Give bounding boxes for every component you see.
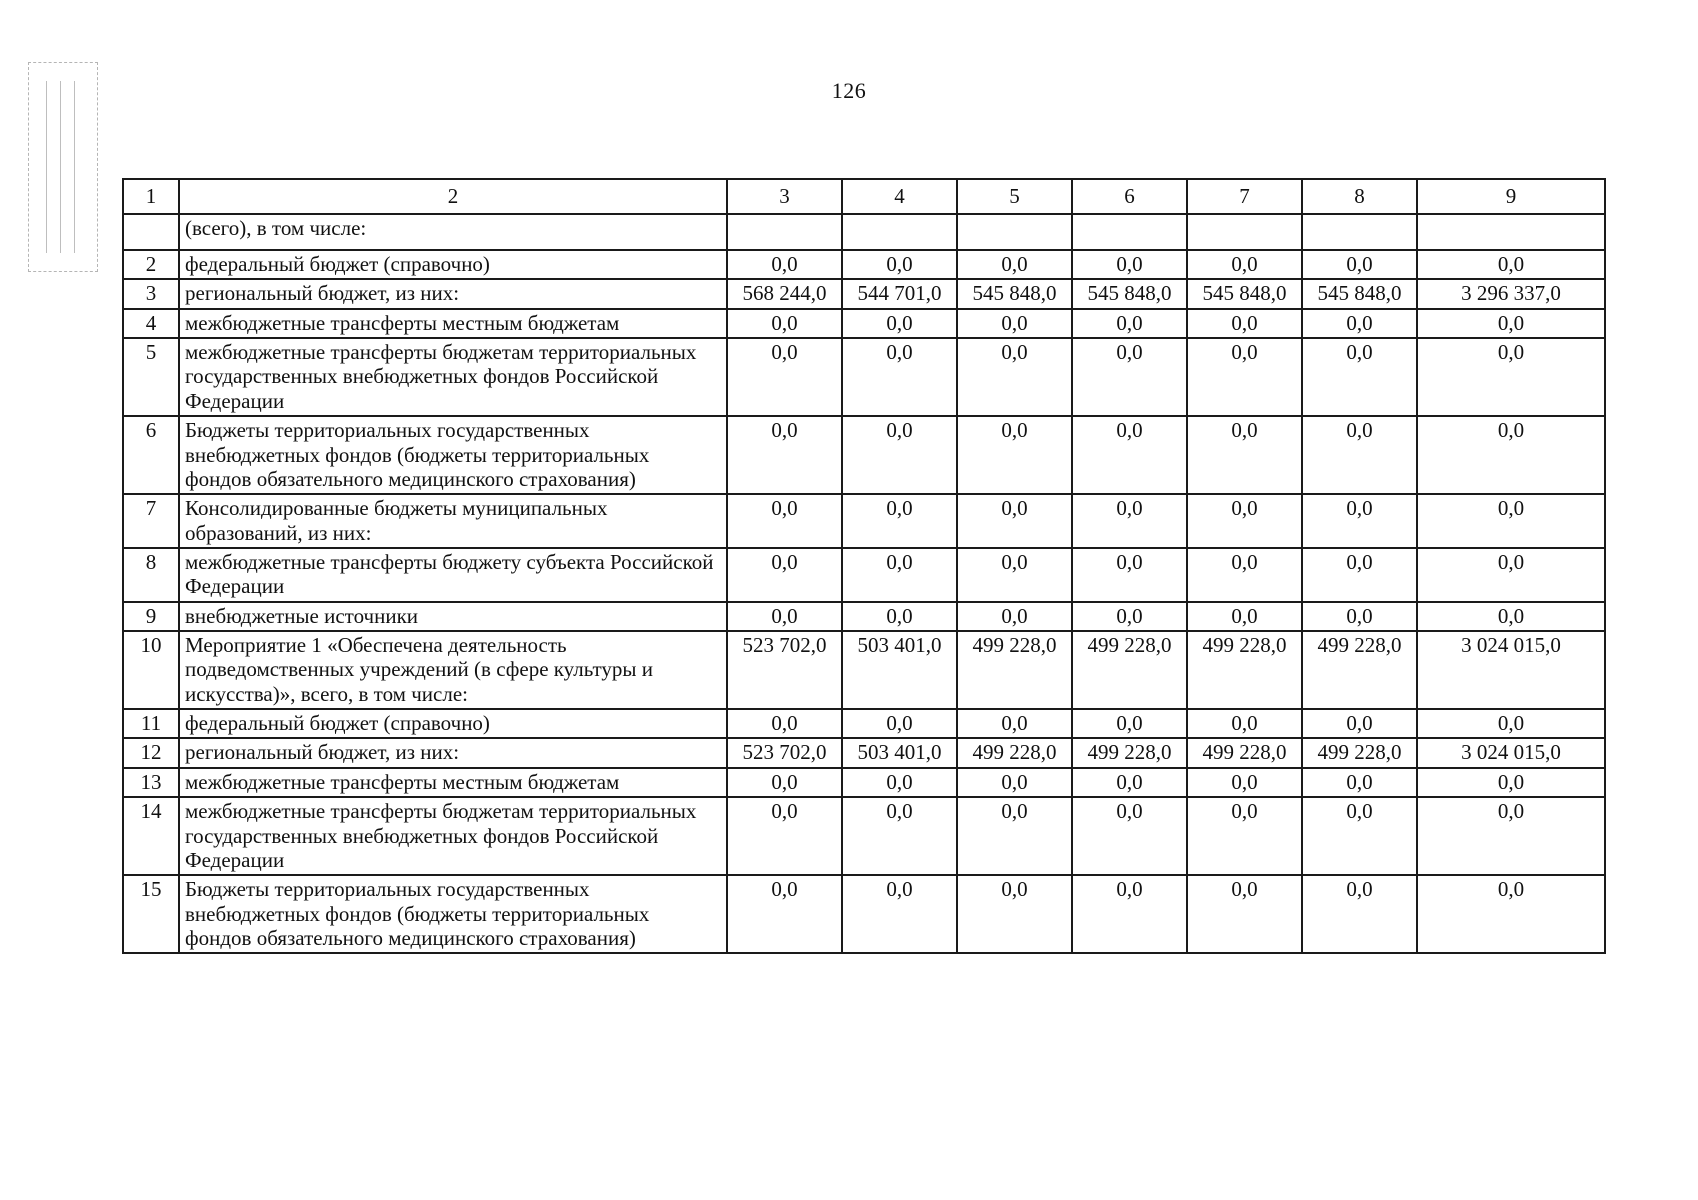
header-cell: 9 <box>1417 179 1605 214</box>
value-cell: 0,0 <box>1072 768 1187 797</box>
value-cell: 0,0 <box>842 494 957 548</box>
value-cell: 0,0 <box>1187 416 1302 494</box>
value-cell: 499 228,0 <box>1072 631 1187 709</box>
header-cell: 3 <box>727 179 842 214</box>
value-cell: 0,0 <box>957 416 1072 494</box>
value-cell: 0,0 <box>1187 797 1302 875</box>
value-cell <box>727 214 842 250</box>
table-row <box>123 709 1605 738</box>
value-cell: 0,0 <box>1302 309 1417 338</box>
value-cell: 0,0 <box>1187 875 1302 953</box>
value-cell: 499 228,0 <box>1187 738 1302 767</box>
row-name-cell: межбюджетные трансферты бюджету субъекта Российской Федерации <box>179 548 727 602</box>
row-name-cell: Бюджеты территориальных государственных внебюджетных фондов (бюджеты территориальных фондов обязательного медицинского страхования) <box>179 416 727 494</box>
row-name-cell: межбюджетные трансферты бюджетам территориальных государственных внебюджетных фондов Российской Федерации <box>179 338 727 416</box>
table-row <box>123 214 1605 250</box>
value-cell: 0,0 <box>1302 768 1417 797</box>
row-name-cell: (всего), в том числе: <box>179 214 727 250</box>
value-cell: 0,0 <box>727 338 842 416</box>
value-cell: 0,0 <box>842 416 957 494</box>
value-cell: 3 296 337,0 <box>1417 279 1605 308</box>
value-cell: 0,0 <box>1072 309 1187 338</box>
value-cell: 0,0 <box>1302 797 1417 875</box>
value-cell: 499 228,0 <box>1302 738 1417 767</box>
table-row <box>123 631 1605 709</box>
value-cell: 0,0 <box>1072 416 1187 494</box>
value-cell: 0,0 <box>1187 602 1302 631</box>
value-cell: 0,0 <box>727 875 842 953</box>
value-cell: 499 228,0 <box>957 631 1072 709</box>
header-row <box>123 179 1605 214</box>
row-number-cell: 9 <box>123 602 179 631</box>
row-number-cell: 14 <box>123 797 179 875</box>
value-cell: 0,0 <box>1417 416 1605 494</box>
value-cell: 0,0 <box>842 250 957 279</box>
row-number-cell: 13 <box>123 768 179 797</box>
value-cell: 0,0 <box>842 797 957 875</box>
value-cell: 0,0 <box>1302 250 1417 279</box>
value-cell: 0,0 <box>1302 602 1417 631</box>
value-cell: 0,0 <box>1417 548 1605 602</box>
value-cell: 0,0 <box>1302 875 1417 953</box>
table-row <box>123 797 1605 875</box>
value-cell: 545 848,0 <box>1302 279 1417 308</box>
value-cell: 0,0 <box>957 548 1072 602</box>
table-row <box>123 416 1605 494</box>
value-cell: 0,0 <box>842 875 957 953</box>
table-row <box>123 548 1605 602</box>
value-cell: 499 228,0 <box>957 738 1072 767</box>
value-cell: 0,0 <box>957 875 1072 953</box>
row-name-cell: межбюджетные трансферты местным бюджетам <box>179 768 727 797</box>
value-cell: 0,0 <box>1072 875 1187 953</box>
value-cell: 0,0 <box>1302 709 1417 738</box>
table-row <box>123 738 1605 767</box>
value-cell: 568 244,0 <box>727 279 842 308</box>
row-number-cell: 4 <box>123 309 179 338</box>
page-number: 126 <box>831 78 867 103</box>
value-cell: 0,0 <box>842 309 957 338</box>
value-cell: 0,0 <box>842 709 957 738</box>
row-name-cell: внебюджетные источники <box>179 602 727 631</box>
value-cell: 503 401,0 <box>842 631 957 709</box>
value-cell: 0,0 <box>727 309 842 338</box>
value-cell: 0,0 <box>957 797 1072 875</box>
value-cell: 0,0 <box>1072 338 1187 416</box>
value-cell: 0,0 <box>1187 338 1302 416</box>
value-cell: 0,0 <box>1417 309 1605 338</box>
row-number-cell: 8 <box>123 548 179 602</box>
value-cell <box>1302 214 1417 250</box>
value-cell: 544 701,0 <box>842 279 957 308</box>
table-row <box>123 309 1605 338</box>
value-cell <box>842 214 957 250</box>
value-cell: 0,0 <box>1417 338 1605 416</box>
table-row <box>123 768 1605 797</box>
value-cell: 0,0 <box>1302 338 1417 416</box>
value-cell: 523 702,0 <box>727 738 842 767</box>
value-cell: 0,0 <box>727 250 842 279</box>
row-number-cell: 5 <box>123 338 179 416</box>
value-cell: 0,0 <box>1187 309 1302 338</box>
row-number-cell: 2 <box>123 250 179 279</box>
table-row <box>123 875 1605 953</box>
value-cell: 0,0 <box>957 494 1072 548</box>
row-name-cell: межбюджетные трансферты местным бюджетам <box>179 309 727 338</box>
value-cell: 0,0 <box>1302 494 1417 548</box>
row-number-cell: 6 <box>123 416 179 494</box>
value-cell: 0,0 <box>1417 797 1605 875</box>
value-cell: 0,0 <box>957 602 1072 631</box>
value-cell: 0,0 <box>1417 494 1605 548</box>
value-cell: 499 228,0 <box>1072 738 1187 767</box>
value-cell: 0,0 <box>842 768 957 797</box>
row-name-cell: Бюджеты территориальных государственных внебюджетных фондов (бюджеты территориальных фондов обязательного медицинского страхования) <box>179 875 727 953</box>
row-name-cell: региональный бюджет, из них: <box>179 279 727 308</box>
value-cell: 0,0 <box>842 548 957 602</box>
value-cell: 0,0 <box>957 768 1072 797</box>
value-cell: 0,0 <box>727 602 842 631</box>
value-cell: 0,0 <box>1072 250 1187 279</box>
value-cell: 499 228,0 <box>1187 631 1302 709</box>
stamp-text-lines <box>39 81 87 253</box>
value-cell <box>1417 214 1605 250</box>
header-cell: 1 <box>123 179 179 214</box>
row-name-cell: Мероприятие 1 «Обеспечена деятельность подведомственных учреждений (в сфере культуры и искусства)», всего, в том числе: <box>179 631 727 709</box>
header-cell: 5 <box>957 179 1072 214</box>
row-number-cell: 11 <box>123 709 179 738</box>
value-cell: 0,0 <box>1072 602 1187 631</box>
value-cell: 545 848,0 <box>1187 279 1302 308</box>
row-number-cell: 3 <box>123 279 179 308</box>
value-cell: 0,0 <box>957 338 1072 416</box>
row-name-cell: федеральный бюджет (справочно) <box>179 709 727 738</box>
value-cell: 0,0 <box>957 309 1072 338</box>
row-number-cell: 7 <box>123 494 179 548</box>
row-number-cell: 12 <box>123 738 179 767</box>
value-cell: 0,0 <box>842 338 957 416</box>
value-cell: 0,0 <box>1187 548 1302 602</box>
value-cell: 0,0 <box>727 416 842 494</box>
row-number-cell <box>123 214 179 250</box>
value-cell <box>1187 214 1302 250</box>
value-cell: 0,0 <box>1187 709 1302 738</box>
value-cell: 0,0 <box>957 250 1072 279</box>
header-cell: 8 <box>1302 179 1417 214</box>
table-row <box>123 602 1605 631</box>
header-cell: 4 <box>842 179 957 214</box>
value-cell: 0,0 <box>1302 548 1417 602</box>
value-cell: 0,0 <box>1187 494 1302 548</box>
budget-table <box>122 178 1606 954</box>
row-number-cell: 10 <box>123 631 179 709</box>
row-number-cell: 15 <box>123 875 179 953</box>
value-cell: 545 848,0 <box>957 279 1072 308</box>
value-cell: 0,0 <box>1072 797 1187 875</box>
table-body <box>123 179 1605 953</box>
header-cell: 7 <box>1187 179 1302 214</box>
value-cell: 0,0 <box>1302 416 1417 494</box>
registration-stamp <box>28 62 98 272</box>
value-cell: 3 024 015,0 <box>1417 631 1605 709</box>
value-cell <box>957 214 1072 250</box>
value-cell: 3 024 015,0 <box>1417 738 1605 767</box>
value-cell: 0,0 <box>1187 250 1302 279</box>
value-cell: 0,0 <box>1072 494 1187 548</box>
value-cell: 0,0 <box>727 494 842 548</box>
value-cell: 0,0 <box>727 548 842 602</box>
value-cell <box>1072 214 1187 250</box>
value-cell: 499 228,0 <box>1302 631 1417 709</box>
value-cell: 0,0 <box>1072 709 1187 738</box>
value-cell: 503 401,0 <box>842 738 957 767</box>
table-row <box>123 279 1605 308</box>
value-cell: 0,0 <box>1187 768 1302 797</box>
header-cell: 6 <box>1072 179 1187 214</box>
value-cell: 0,0 <box>1072 548 1187 602</box>
value-cell: 0,0 <box>1417 875 1605 953</box>
row-name-cell: федеральный бюджет (справочно) <box>179 250 727 279</box>
value-cell: 0,0 <box>1417 709 1605 738</box>
value-cell: 0,0 <box>727 709 842 738</box>
value-cell: 0,0 <box>727 797 842 875</box>
value-cell: 0,0 <box>1417 768 1605 797</box>
value-cell: 0,0 <box>1417 602 1605 631</box>
row-name-cell: Консолидированные бюджеты муниципальных образований, из них: <box>179 494 727 548</box>
value-cell: 0,0 <box>957 709 1072 738</box>
value-cell: 0,0 <box>1417 250 1605 279</box>
row-name-cell: региональный бюджет, из них: <box>179 738 727 767</box>
table-row <box>123 250 1605 279</box>
header-cell: 2 <box>179 179 727 214</box>
value-cell: 0,0 <box>842 602 957 631</box>
table-row <box>123 338 1605 416</box>
value-cell: 0,0 <box>727 768 842 797</box>
row-name-cell: межбюджетные трансферты бюджетам территориальных государственных внебюджетных фондов Российской Федерации <box>179 797 727 875</box>
table-row <box>123 494 1605 548</box>
value-cell: 523 702,0 <box>727 631 842 709</box>
value-cell: 545 848,0 <box>1072 279 1187 308</box>
